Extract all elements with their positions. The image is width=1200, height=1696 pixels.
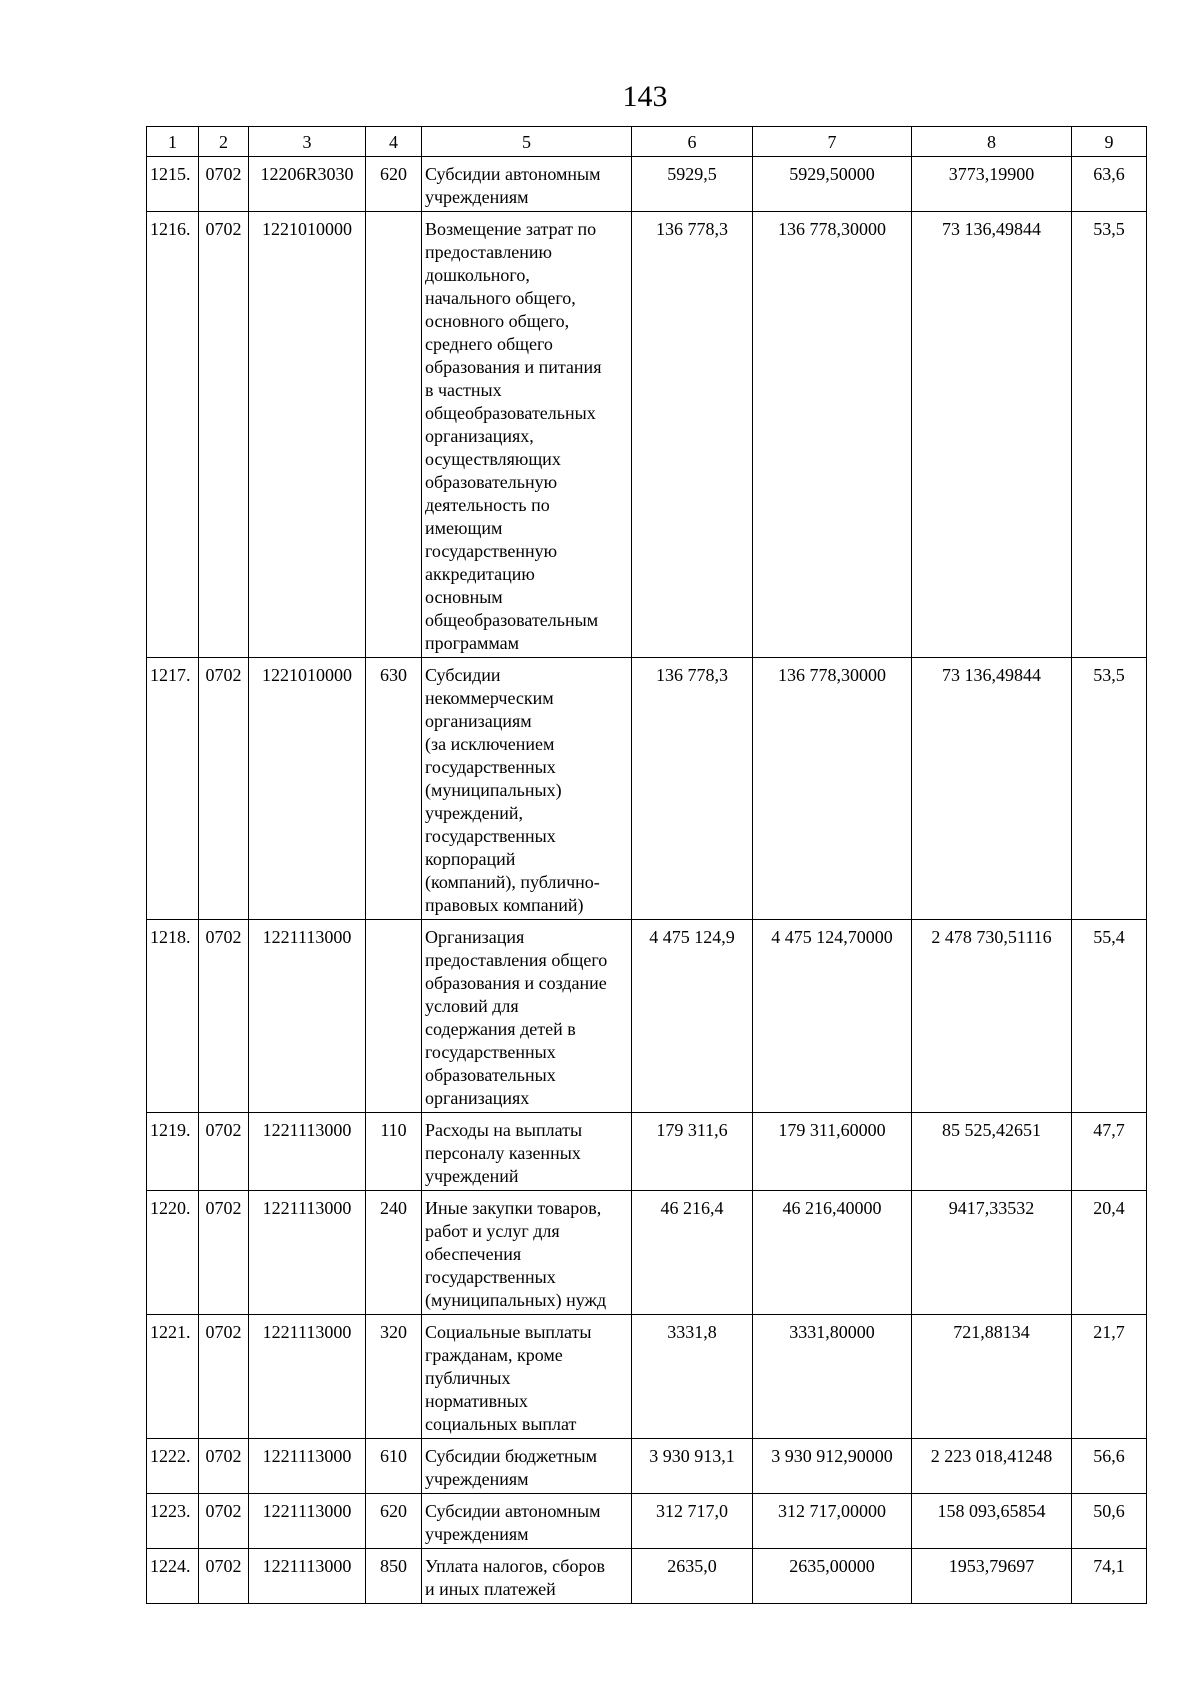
header-cell-8: 8 — [912, 127, 1072, 157]
section-code: 0702 — [199, 1315, 249, 1439]
item-name-line: предоставления общего — [425, 950, 608, 970]
item-name-line: (муниципальных) нужд — [425, 1290, 607, 1310]
item-name-line: образования и питания — [425, 357, 602, 377]
item-name-line: Иные закупки товаров, — [425, 1198, 602, 1218]
expense-type-code: 240 — [366, 1191, 422, 1315]
section-code: 0702 — [199, 658, 249, 920]
item-name-line: некоммерческим — [425, 688, 554, 708]
section-code: 0702 — [199, 1113, 249, 1191]
item-name-line: публичных — [425, 1368, 511, 1388]
section-code: 0702 — [199, 1549, 249, 1604]
section-code: 0702 — [199, 1494, 249, 1549]
item-name-line: государственных — [425, 826, 556, 846]
refined-amount: 312 717,00000 — [753, 1494, 912, 1549]
item-name-line: в частных — [425, 380, 502, 400]
item-name-line: учреждений, — [425, 803, 524, 823]
expense-type-code: 850 — [366, 1549, 422, 1604]
section-code: 0702 — [199, 212, 249, 658]
item-name-line: Социальные выплаты — [425, 1322, 592, 1342]
approved-amount: 136 778,3 — [632, 212, 753, 658]
target-article-code: 1221113000 — [249, 1549, 366, 1604]
item-name-line: имеющим — [425, 518, 503, 538]
executed-amount: 85 525,42651 — [912, 1113, 1072, 1191]
item-name-line: Субсидии автономным — [425, 164, 601, 184]
approved-amount: 3331,8 — [632, 1315, 753, 1439]
executed-amount: 9417,33532 — [912, 1191, 1072, 1315]
approved-amount: 136 778,3 — [632, 658, 753, 920]
expense-type-code: 630 — [366, 658, 422, 920]
expense-type-code: 620 — [366, 157, 422, 212]
item-name — [422, 1549, 632, 1604]
expense-type-code — [366, 920, 422, 1113]
item-name-line: организациях, — [425, 426, 534, 446]
execution-percent: 74,1 — [1072, 1549, 1147, 1604]
execution-percent: 47,7 — [1072, 1113, 1147, 1191]
section-code: 0702 — [199, 157, 249, 212]
row-number: 1221. — [147, 1315, 199, 1439]
item-name-line: государственных — [425, 757, 556, 777]
table-row — [147, 1494, 1147, 1549]
approved-amount: 46 216,4 — [632, 1191, 753, 1315]
expense-type-code — [366, 212, 422, 658]
item-name-line: учреждениям — [425, 187, 529, 207]
item-name-line: персоналу казенных — [425, 1143, 581, 1163]
target-article-code: 1221113000 — [249, 1191, 366, 1315]
executed-amount: 2 223 018,41248 — [912, 1439, 1072, 1494]
item-name — [422, 658, 632, 920]
header-cell-7: 7 — [753, 127, 912, 157]
item-name-line: Субсидии автономным — [425, 1501, 601, 1521]
item-name-line: начального общего, — [425, 288, 576, 308]
item-name-line: корпораций — [425, 849, 516, 869]
table-row — [147, 1549, 1147, 1604]
expense-type-code: 110 — [366, 1113, 422, 1191]
item-name-line: программам — [425, 633, 520, 653]
section-code: 0702 — [199, 1439, 249, 1494]
row-number: 1217. — [147, 658, 199, 920]
execution-percent: 53,5 — [1072, 212, 1147, 658]
item-name-line: нормативных — [425, 1391, 528, 1411]
item-name-line: образовательную — [425, 472, 558, 492]
item-name — [422, 920, 632, 1113]
row-number: 1220. — [147, 1191, 199, 1315]
executed-amount: 3773,19900 — [912, 157, 1072, 212]
refined-amount: 136 778,30000 — [753, 212, 912, 658]
execution-percent: 56,6 — [1072, 1439, 1147, 1494]
section-code: 0702 — [199, 1191, 249, 1315]
approved-amount: 2635,0 — [632, 1549, 753, 1604]
budget-table — [146, 126, 1147, 1604]
item-name-line: организациям — [425, 711, 532, 731]
header-cell-6: 6 — [632, 127, 753, 157]
item-name-line: организациях — [425, 1088, 530, 1108]
refined-amount: 2635,00000 — [753, 1549, 912, 1604]
item-name-line: Уплата налогов, сборов — [425, 1556, 605, 1576]
item-name-line: предоставлению — [425, 242, 553, 262]
item-name-line: дошкольного, — [425, 265, 530, 285]
execution-percent: 20,4 — [1072, 1191, 1147, 1315]
row-number: 1219. — [147, 1113, 199, 1191]
executed-amount: 73 136,49844 — [912, 658, 1072, 920]
item-name-line: Расходы на выплаты — [425, 1120, 583, 1140]
row-number: 1218. — [147, 920, 199, 1113]
item-name-line: гражданам, кроме — [425, 1345, 563, 1365]
target-article-code: 1221113000 — [249, 1439, 366, 1494]
execution-percent: 63,6 — [1072, 157, 1147, 212]
row-number: 1222. — [147, 1439, 199, 1494]
item-name-line: учреждений — [425, 1166, 519, 1186]
approved-amount: 179 311,6 — [632, 1113, 753, 1191]
row-number: 1223. — [147, 1494, 199, 1549]
approved-amount: 312 717,0 — [632, 1494, 753, 1549]
item-name-line: государственную — [425, 541, 558, 561]
target-article-code: 1221010000 — [249, 212, 366, 658]
item-name — [422, 212, 632, 658]
executed-amount: 1953,79697 — [912, 1549, 1072, 1604]
target-article-code: 1221010000 — [249, 658, 366, 920]
header-cell-9: 9 — [1072, 127, 1147, 157]
item-name-line: основным — [425, 587, 503, 607]
table-row — [147, 212, 1147, 658]
item-name-line: осуществляющих — [425, 449, 561, 469]
execution-percent: 21,7 — [1072, 1315, 1147, 1439]
item-name — [422, 1191, 632, 1315]
item-name-line: среднего общего — [425, 334, 553, 354]
execution-percent: 55,4 — [1072, 920, 1147, 1113]
item-name — [422, 1439, 632, 1494]
table-row — [147, 157, 1147, 212]
item-name — [422, 1113, 632, 1191]
executed-amount: 721,88134 — [912, 1315, 1072, 1439]
refined-amount: 5929,50000 — [753, 157, 912, 212]
item-name-line: работ и услуг для — [425, 1221, 560, 1241]
header-cell-4: 4 — [366, 127, 422, 157]
target-article-code: 1221113000 — [249, 1113, 366, 1191]
page-number: 143 — [622, 80, 668, 113]
item-name-line: учреждениям — [425, 1524, 529, 1544]
refined-amount: 3 930 912,90000 — [753, 1439, 912, 1494]
item-name-line: учреждениям — [425, 1469, 529, 1489]
item-name-line: социальных выплат — [425, 1414, 577, 1434]
item-name-line: общеобразовательных — [425, 403, 596, 423]
section-code: 0702 — [199, 920, 249, 1113]
table-row — [147, 1439, 1147, 1494]
item-name — [422, 1494, 632, 1549]
row-number: 1224. — [147, 1549, 199, 1604]
executed-amount: 2 478 730,51116 — [912, 920, 1072, 1113]
item-name-line: (компаний), публично- — [425, 872, 600, 892]
table-row — [147, 658, 1147, 920]
header-cell-5: 5 — [422, 127, 632, 157]
expense-type-code: 320 — [366, 1315, 422, 1439]
item-name-line: Организация — [425, 927, 525, 947]
executed-amount: 158 093,65854 — [912, 1494, 1072, 1549]
executed-amount: 73 136,49844 — [912, 212, 1072, 658]
item-name-line: условий для — [425, 996, 519, 1016]
item-name-line: и иных платежей — [425, 1579, 556, 1599]
approved-amount: 5929,5 — [632, 157, 753, 212]
refined-amount: 46 216,40000 — [753, 1191, 912, 1315]
item-name — [422, 1315, 632, 1439]
table-row — [147, 920, 1147, 1113]
execution-percent: 53,5 — [1072, 658, 1147, 920]
expense-type-code: 610 — [366, 1439, 422, 1494]
item-name-line: образования и создание — [425, 973, 607, 993]
header-cell-1: 1 — [147, 127, 199, 157]
target-article-code: 1221113000 — [249, 920, 366, 1113]
item-name-line: Возмещение затрат по — [425, 219, 597, 239]
item-name-line: Субсидии — [425, 665, 501, 685]
refined-amount: 3331,80000 — [753, 1315, 912, 1439]
item-name-line: аккредитацию — [425, 564, 535, 584]
item-name-line: государственных — [425, 1042, 556, 1062]
item-name — [422, 157, 632, 212]
approved-amount: 3 930 913,1 — [632, 1439, 753, 1494]
header-cell-3: 3 — [249, 127, 366, 157]
target-article-code: 1221113000 — [249, 1315, 366, 1439]
table-row — [147, 1315, 1147, 1439]
item-name-line: общеобразовательным — [425, 610, 599, 630]
item-name-line: образовательных — [425, 1065, 556, 1085]
refined-amount: 136 778,30000 — [753, 658, 912, 920]
item-name-line: основного общего, — [425, 311, 570, 331]
table-row — [147, 1191, 1147, 1315]
approved-amount: 4 475 124,9 — [632, 920, 753, 1113]
table-row — [147, 1113, 1147, 1191]
row-number: 1215. — [147, 157, 199, 212]
header-row — [147, 127, 1147, 157]
target-article-code: 12206R3030 — [249, 157, 366, 212]
item-name-line: деятельность по — [425, 495, 550, 515]
execution-percent: 50,6 — [1072, 1494, 1147, 1549]
item-name-line: Субсидии бюджетным — [425, 1446, 598, 1466]
header-cell-2: 2 — [199, 127, 249, 157]
refined-amount: 4 475 124,70000 — [753, 920, 912, 1113]
item-name-line: (муниципальных) — [425, 780, 562, 800]
refined-amount: 179 311,60000 — [753, 1113, 912, 1191]
row-number: 1216. — [147, 212, 199, 658]
item-name-line: содержания детей в — [425, 1019, 576, 1039]
item-name-line: государственных — [425, 1267, 556, 1287]
target-article-code: 1221113000 — [249, 1494, 366, 1549]
expense-type-code: 620 — [366, 1494, 422, 1549]
item-name-line: (за исключением — [425, 734, 555, 754]
item-name-line: обеспечения — [425, 1244, 522, 1264]
item-name-line: правовых компаний) — [425, 895, 584, 915]
